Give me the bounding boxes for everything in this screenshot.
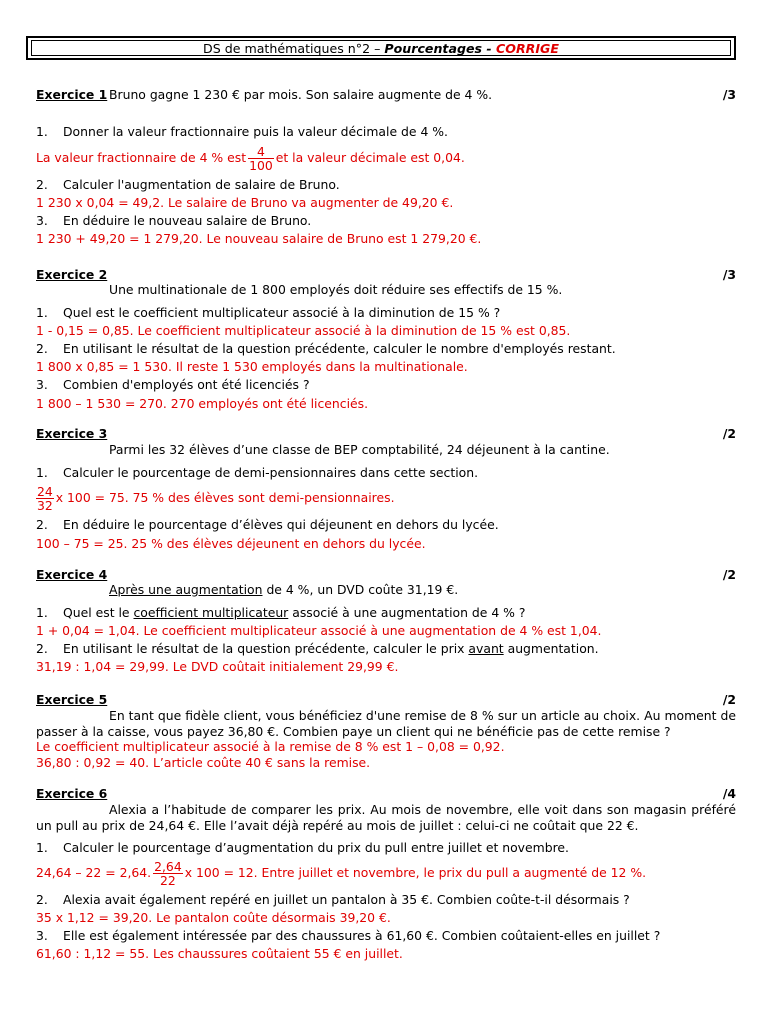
exercise-title: Exercice 5 [36, 692, 108, 707]
question [36, 213, 736, 229]
answer: 61,60 : 1,12 = 55. Les chaussures coûtaient 55 € en juillet. [36, 946, 403, 961]
answer: 1 + 0,04 = 1,04. Le coefficient multiplicateur associé à une augmentation de 4 % est 1,04. [36, 623, 602, 638]
fraction-denominator: 100 [249, 158, 273, 173]
question [36, 840, 736, 856]
exercise-intro: Une multinationale de 1 800 employés doit réduire ses effectifs de 15 %. [109, 282, 563, 297]
question-text: associé à une augmentation de 4 % ? [288, 605, 526, 620]
answer-text: et la valeur décimale est 0,04. [275, 150, 465, 165]
question-text: En déduire le nouveau salaire de Bruno. [63, 213, 312, 228]
question-text: Calculer l'augmentation de salaire de Bruno. [63, 177, 340, 192]
question-number: 2. [36, 177, 48, 192]
exercise-6-header [36, 786, 736, 802]
document-header [26, 36, 736, 60]
exercise-intro: En tant que fidèle client, vous bénéficiez d'une remise de 8 % sur un article au choix. Au moment de passer à la caisse, vous payez 36,80 €. Combien paye un client qui ne bénéficie pas de cette remise ? [36, 708, 736, 739]
question [36, 124, 736, 140]
answer-text: La valeur fractionnaire de 4 % est [36, 150, 247, 165]
question-text: Alexia avait également repéré en juillet un pantalon à 35 €. Combien coûte-t-il désormais ? [63, 892, 630, 907]
question-number: 1. [36, 465, 48, 480]
answer: Le coefficient multiplicateur associé à la remise de 8 % est 1 – 0,08 = 0,92. [36, 739, 505, 754]
question [36, 605, 736, 621]
question-number: 3. [36, 377, 48, 392]
answer-text: x 100 = 75. 75 % des élèves sont demi-pensionnaires. [55, 490, 395, 505]
answer: 35 x 1,12 = 39,20. Le pantalon coûte désormais 39,20 €. [36, 910, 391, 925]
question [36, 341, 736, 357]
question-text: En déduire le pourcentage d’élèves qui déjeunent en dehors du lycée. [63, 517, 499, 532]
fraction [153, 860, 183, 887]
question [36, 517, 736, 533]
exercise-title: Exercice 3 [36, 426, 108, 441]
fraction-numerator: 2,64 [154, 859, 182, 874]
question-text: Quel est le [63, 605, 134, 620]
exercise-score: /2 [722, 567, 736, 582]
fraction-numerator: 4 [248, 145, 274, 159]
exercise-4-header [36, 567, 736, 583]
question-text: En utilisant le résultat de la question précédente, calculer le prix [63, 641, 469, 656]
answer: 31,19 : 1,04 = 29,99. Le DVD coûtait initialement 29,99 €. [36, 659, 399, 674]
answer: 100 – 75 = 25. 25 % des élèves déjeunent en dehors du lycée. [36, 536, 426, 551]
intro-underlined: Après une augmentation [109, 582, 263, 597]
answer: 1 - 0,15 = 0,85. Le coefficient multiplicateur associé à la diminution de 15 % est 0,85. [36, 323, 571, 338]
intro-text: de 4 %, un DVD coûte 31,19 €. [262, 582, 459, 597]
exercise-score: /2 [722, 426, 736, 441]
question-text: Calculer le pourcentage de demi-pensionnaires dans cette section. [63, 465, 479, 480]
exercise-1-header [36, 87, 736, 103]
exercise-title: Exercice 2 [36, 267, 108, 282]
question-number: 2. [36, 641, 48, 656]
answer [36, 142, 736, 174]
title-subject: Pourcentages - [384, 40, 497, 56]
question-number: 1. [36, 124, 48, 139]
question-underlined: avant [468, 641, 504, 656]
question-text: augmentation. [503, 641, 599, 656]
question [36, 465, 736, 481]
question-number: 1. [36, 305, 48, 320]
exercise-intro [109, 582, 458, 598]
answer-text: x 100 = 12. Entre juillet et novembre, le prix du pull a augmenté de 12 %. [184, 865, 647, 880]
answer: 1 230 x 0,04 = 49,2. Le salaire de Bruno va augmenter de 49,20 €. [36, 195, 454, 210]
fraction [36, 485, 54, 512]
question-text: En utilisant le résultat de la question précédente, calculer le nombre d'employés restant. [63, 341, 616, 356]
exercise-intro: Alexia a l’habitude de comparer les prix. Au mois de novembre, elle voit dans son magasin préféré un pull au prix de 24,64 €. Elle l’avait déjà repéré au mois de juillet : celui-ci ne coûtait que 22 €. [36, 802, 736, 833]
document-title [203, 41, 559, 56]
fraction-denominator: 22 [160, 873, 176, 888]
question-text: Quel est le coefficient multiplicateur associé à la diminution de 15 % ? [63, 305, 501, 320]
question-text: Calculer le pourcentage d’augmentation du prix du pull entre juillet et novembre. [63, 840, 569, 855]
exercise-score: /3 [722, 267, 736, 282]
question [36, 641, 736, 657]
question [36, 377, 736, 393]
answer: 1 230 + 49,20 = 1 279,20. Le nouveau salaire de Bruno est 1 279,20 €. [36, 231, 482, 246]
exercise-title: Exercice 1 [36, 87, 108, 102]
fraction-denominator: 32 [37, 498, 53, 513]
exercise-title: Exercice 6 [36, 786, 108, 801]
question-number: 2. [36, 892, 48, 907]
question [36, 892, 736, 908]
exercise-3-header [36, 426, 736, 442]
exercise-score: /3 [722, 87, 736, 102]
title-corrige: CORRIGE [496, 40, 559, 56]
question-number: 1. [36, 840, 48, 855]
question [36, 928, 736, 944]
question-number: 1. [36, 605, 48, 620]
question-underlined: coefficient multiplicateur [133, 605, 289, 620]
question-number: 2. [36, 341, 48, 356]
answer: 1 800 – 1 530 = 270. 270 employés ont été licenciés. [36, 396, 369, 411]
fraction [248, 145, 274, 172]
question-text: Combien d'employés ont été licenciés ? [63, 377, 310, 392]
question-number: 3. [36, 213, 48, 228]
exercise-intro: Bruno gagne 1 230 € par mois. Son salaire augmente de 4 %. [109, 87, 493, 102]
exercise-title: Exercice 4 [36, 567, 108, 582]
answer [36, 482, 736, 514]
question [36, 177, 736, 193]
question-text: Elle est également intéressée par des chaussures à 61,60 €. Combien coûtaient-elles en juillet ? [63, 928, 661, 943]
exercise-2-header [36, 267, 736, 283]
question-number: 2. [36, 517, 48, 532]
question-number: 3. [36, 928, 48, 943]
exercise-score: /2 [722, 692, 736, 707]
exercise-5-header [36, 692, 736, 708]
exercise-intro: Parmi les 32 élèves d’une classe de BEP comptabilité, 24 déjeunent à la cantine. [109, 442, 610, 457]
question [36, 305, 736, 321]
fraction-numerator: 24 [37, 484, 53, 499]
answer-text: 24,64 – 22 = 2,64. [36, 865, 152, 880]
question-text: Donner la valeur fractionnaire puis la valeur décimale de 4 %. [63, 124, 448, 139]
exercise-score: /4 [722, 786, 736, 801]
title-main: DS de mathématiques n°2 – [203, 40, 385, 56]
answer: 1 800 x 0,85 = 1 530. Il reste 1 530 employés dans la multinationale. [36, 359, 468, 374]
answer: 36,80 : 0,92 = 40. L’article coûte 40 € sans la remise. [36, 755, 371, 770]
answer [36, 857, 736, 889]
